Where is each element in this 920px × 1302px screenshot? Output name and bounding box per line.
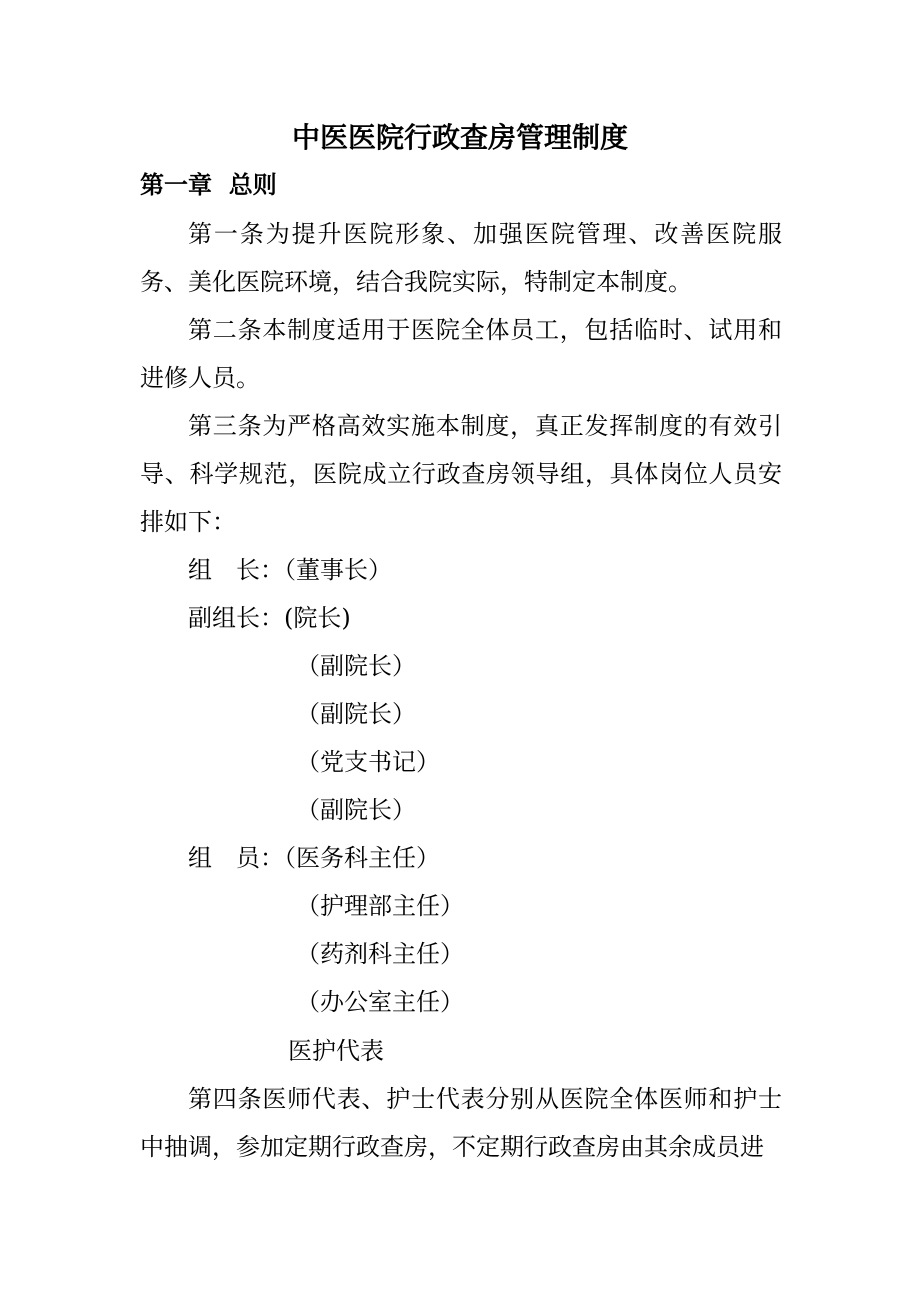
roster-deputy-2: （副院长） — [296, 700, 416, 728]
roster-representatives: 医护代表 — [288, 1037, 384, 1065]
chapter-heading: 第一章 总则 — [140, 170, 277, 199]
roster-member-first: 组 员：（医务科主任） — [188, 844, 440, 872]
roster-deputy-3: （党支书记） — [296, 748, 440, 776]
article-1: 第一条为提升医院形象、加强医院管理、改善医院服务、美化医院环境，结合我院实际，特制定本制度。 — [140, 220, 782, 296]
roster-deputy-1: （副院长） — [296, 652, 416, 680]
article-2: 第二条本制度适用于医院全体员工，包括临时、试用和进修人员。 — [140, 316, 782, 392]
roster-member-4: （办公室主任） — [296, 988, 464, 1016]
roster-member-2: （护理部主任） — [296, 892, 464, 920]
roster-leader: 组 长：（董事长） — [188, 556, 392, 584]
article-4: 第四条医师代表、护士代表分别从医院全体医师和护士中抽调，参加定期行政查房，不定期行政查房由其余成员进 — [140, 1085, 782, 1161]
article-3: 第三条为严格高效实施本制度，真正发挥制度的有效引导、科学规范，医院成立行政查房领导组，具体岗位人员安排如下： — [140, 412, 782, 536]
roster-deputy-leader: 副组长：(院长) — [188, 604, 351, 632]
roster-member-3: （药剂科主任） — [296, 940, 464, 968]
roster-deputy-4: （副院长） — [296, 796, 416, 824]
document-title: 中医医院行政查房管理制度 — [291, 121, 628, 154]
